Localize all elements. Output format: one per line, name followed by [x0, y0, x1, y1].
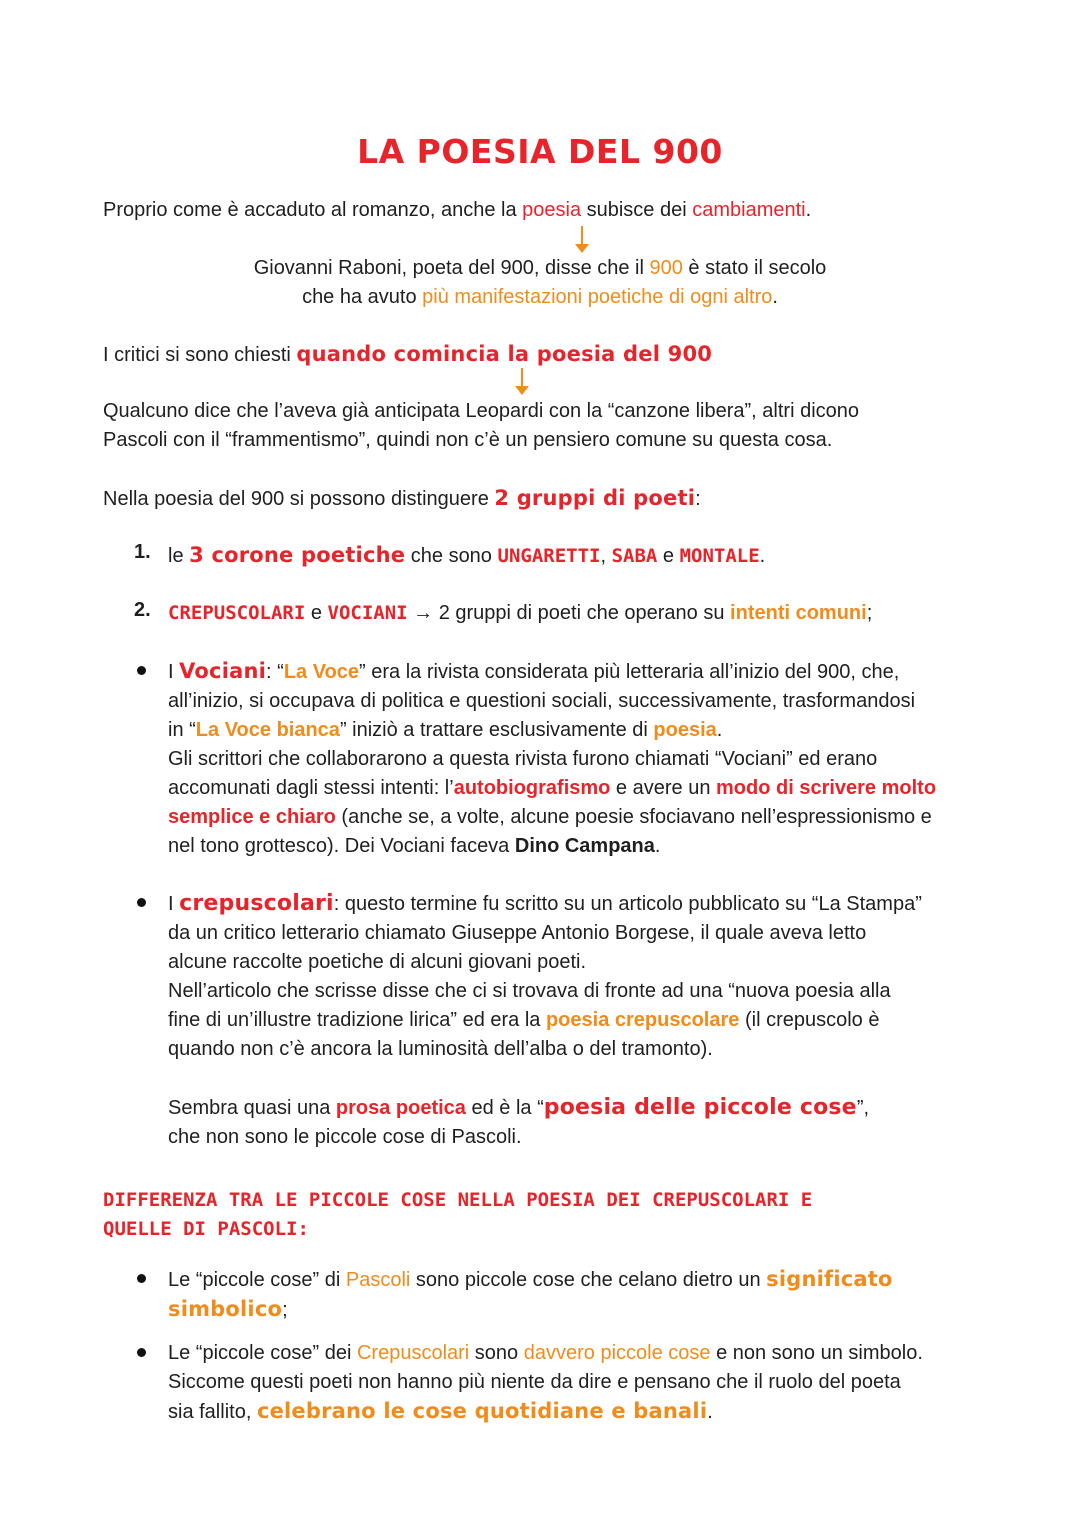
list-item-corone: le 3 corone poetiche che sono UNGARETTI, SABA e MONTALE. [168, 543, 766, 567]
raboni-line-1: Giovanni Raboni, poeta del 900, disse che il 900 è stato il secolo [253, 257, 827, 279]
page-title: LA POESIA DEL 900 [357, 132, 723, 171]
qualcuno-line-2: Pascoli con il “frammentismo”, quindi non c’è un pensiero comune su questa cosa. [103, 429, 833, 451]
intro-line: Proprio come è accaduto al romanzo, anche la poesia subisce dei cambiamenti. [103, 199, 812, 221]
pascoli-item: Le “piccole cose” di Pascoli sono piccole cose che celano dietro un significato simbolico; [168, 1267, 893, 1321]
crepuscolari-item: Le “piccole cose” dei Crepuscolari sono davvero piccole cose e non sono un simbolo. Siccome questi poeti non hanno più niente da dire e pensano che il ruolo del poeta sia fallito, celebrano le cose quotidiane e banali. [168, 1342, 923, 1423]
qualcuno-line-1: Qualcuno dice che l’aveva già anticipata Leopardi con la “canzone libera”, altri dicono [103, 400, 860, 422]
arrow-down-icon [575, 226, 589, 254]
keyword-2-gruppi: 2 gruppi di poeti [494, 486, 696, 510]
vociani-paragraph: I Vociani: “La Voce” era la rivista considerata più letteraria all’inizio del 900, che, all’inizio, si occupava di politica e questioni sociali, successivamente, trasformandosi in “La Voce bianca” iniziò a trattare esclusivamente di poesia. Gli scrittori che collaborarono a questa rivista furono chiamati “Vociani” ed erano accomunati dagli stessi intenti: l’autobiografismo e avere un modo di scrivere molto semplice e chiaro (anche se, a volte, alcune poesie sfociavano nell’espressionismo e nel tono grottesco). Dei Vociani faceva Dino Campana. [168, 659, 937, 857]
bullet-icon [137, 1348, 146, 1357]
list-item-crepuscolari-vociani: CREPUSCOLARI e VOCIANI → 2 gruppi di poeti che operano su intenti comuni; [168, 602, 873, 624]
section-heading: DIFFERENZA TRA LE PICCOLE COSE NELLA POESIA DEI CREPUSCOLARI E QUELLE DI PASCOLI: [103, 1189, 813, 1240]
bullet-icon [137, 1274, 146, 1283]
crepuscolari-paragraph: I crepuscolari: questo termine fu scritto su un articolo pubblicato su “La Stampa” da un critico letterario chiamato Giuseppe Antonio Borgese, il quale aveva letto alcune raccolte poetiche di alcuni giovani poeti. Nell’articolo che scrisse disse che ci si trovava di fronte ad una “nuova poesia alla fine di un’illustre tradizione lirica” ed era la poesia crepuscolare (il crepuscolo è quando non c’è ancora la luminosità dell’alba o del tramonto). Sembra quasi una prosa poetica ed è la “poesia delle piccole cose”, che non sono le piccole cose di Pascoli. [168, 891, 922, 1148]
raboni-line-2: che ha avuto più manifestazioni poetiche di ogni altro. [302, 286, 778, 308]
list-number: 1. [134, 541, 151, 563]
bullet-icon [137, 666, 146, 675]
arrow-down-icon [515, 368, 529, 396]
keyword-cambiamenti: cambiamenti [692, 199, 806, 221]
critici-line: I critici si sono chiesti quando comincia la poesia del 900 [103, 342, 713, 366]
list-number: 2. [134, 599, 151, 621]
bullet-icon [137, 898, 146, 907]
keyword-quando-comincia: quando comincia la poesia del 900 [296, 342, 713, 366]
gruppi-line: Nella poesia del 900 si possono distinguere 2 gruppi di poeti: [103, 486, 701, 510]
keyword-poesia: poesia [522, 199, 582, 221]
